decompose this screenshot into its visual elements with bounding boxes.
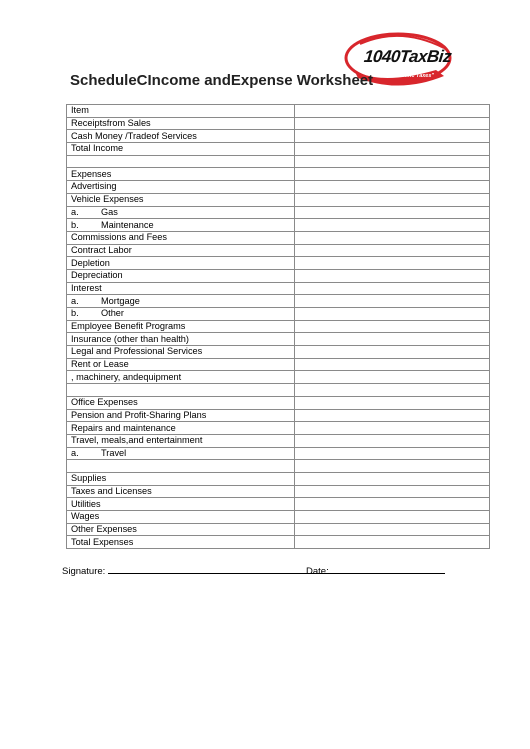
table-row (67, 460, 490, 473)
row-label-cell (67, 511, 295, 524)
row-label-cell (67, 219, 295, 232)
row-label: Travel, meals,and entertainment (71, 435, 203, 446)
table-row (67, 181, 490, 194)
row-amount-cell[interactable] (295, 244, 490, 257)
row-label-cell (67, 155, 295, 168)
row-prefix: b. (71, 219, 79, 230)
row-label: Employee Benefit Programs (71, 321, 186, 332)
table-row (67, 396, 490, 409)
table-row (67, 320, 490, 333)
table-row (67, 371, 490, 384)
row-label: Interest (71, 282, 102, 293)
table-row (67, 257, 490, 270)
table-row (67, 536, 490, 549)
row-label: Wages (71, 511, 100, 522)
row-label: Insurance (other than health) (71, 333, 189, 344)
row-label-cell (67, 193, 295, 206)
table-row (67, 231, 490, 244)
row-label-cell (67, 206, 295, 219)
row-amount-cell[interactable] (295, 396, 490, 409)
row-amount-cell[interactable] (295, 269, 490, 282)
row-label-cell (67, 244, 295, 257)
row-label-cell (67, 282, 295, 295)
row-amount-cell[interactable] (295, 282, 490, 295)
table-row (67, 193, 490, 206)
row-label: Other (101, 308, 124, 319)
row-amount-cell[interactable] (295, 219, 490, 232)
row-label-cell (67, 523, 295, 536)
row-amount-cell[interactable] (295, 371, 490, 384)
row-amount-cell[interactable] (295, 117, 490, 130)
row-prefix: a. (71, 447, 79, 458)
row-label: Depletion (71, 257, 110, 268)
row-label-cell (67, 130, 295, 143)
row-amount-cell[interactable] (295, 168, 490, 181)
row-label: Pension and Profit-Sharing Plans (71, 409, 207, 420)
table-row (67, 447, 490, 460)
table-row (67, 422, 490, 435)
row-label: Expenses (71, 168, 112, 179)
row-label: Repairs and maintenance (71, 422, 176, 433)
row-label-cell (67, 358, 295, 371)
row-amount-cell[interactable] (295, 536, 490, 549)
row-label-cell (67, 117, 295, 130)
table-row (67, 269, 490, 282)
table-row (67, 143, 490, 156)
row-label: Utilities (71, 498, 101, 509)
row-amount-cell[interactable] (295, 320, 490, 333)
table-row (67, 219, 490, 232)
table-row (67, 485, 490, 498)
row-label-cell (67, 371, 295, 384)
row-amount-cell[interactable] (295, 308, 490, 321)
table-row (67, 523, 490, 536)
row-label: Advertising (71, 181, 117, 192)
table-row (67, 282, 490, 295)
row-label: , machinery, andequipment (71, 371, 182, 382)
row-amount-cell[interactable] (295, 193, 490, 206)
table-row (67, 244, 490, 257)
date-line[interactable] (331, 564, 445, 574)
row-prefix: a. (71, 206, 79, 217)
table-row (67, 434, 490, 447)
row-label: Contract Labor (71, 244, 132, 255)
table-row (67, 358, 490, 371)
row-label-cell (67, 257, 295, 270)
row-amount-cell[interactable] (295, 257, 490, 270)
row-label: Taxes and Licenses (71, 485, 152, 496)
row-label: Mortgage (101, 295, 140, 306)
row-label: Travel (101, 447, 127, 458)
signature-line[interactable] (108, 564, 336, 574)
row-amount-cell[interactable] (295, 523, 490, 536)
row-label-cell (67, 269, 295, 282)
row-label-cell (67, 346, 295, 359)
row-label-cell (67, 447, 295, 460)
row-label-cell (67, 409, 295, 422)
row-label-cell (67, 308, 295, 321)
page-title: ScheduleCIncome andExpense Worksheet (70, 72, 374, 89)
table-row (67, 155, 490, 168)
row-label-cell (67, 485, 295, 498)
row-prefix: b. (71, 308, 79, 319)
worksheet-table (66, 104, 490, 549)
row-label: Vehicle Expenses (71, 194, 144, 205)
row-label: Rent or Lease (71, 359, 129, 370)
table-row (67, 384, 490, 397)
table-row (67, 346, 490, 359)
row-label: Maintenance (101, 219, 154, 230)
row-label-cell (67, 396, 295, 409)
row-label-cell (67, 434, 295, 447)
row-label: Total Expenses (71, 536, 134, 547)
row-label: Commissions and Fees (71, 232, 167, 243)
signature-label: Signature: (62, 566, 106, 577)
table-row (67, 206, 490, 219)
row-amount-cell[interactable] (295, 447, 490, 460)
row-amount-cell[interactable] (295, 409, 490, 422)
row-label-cell (67, 460, 295, 473)
row-label: Gas (101, 206, 118, 217)
row-label: Office Expenses (71, 397, 138, 408)
row-label-cell (67, 536, 295, 549)
row-amount-cell[interactable] (295, 231, 490, 244)
logo-brand-text: 1040TaxBiz (363, 47, 453, 66)
table-row (67, 105, 490, 118)
date-field[interactable] (306, 564, 445, 577)
row-label-cell (67, 105, 295, 118)
row-amount-cell[interactable] (295, 181, 490, 194)
table-row (67, 117, 490, 130)
row-amount-cell[interactable] (295, 384, 490, 397)
table-row (67, 295, 490, 308)
table-row (67, 333, 490, 346)
row-amount-cell[interactable] (295, 130, 490, 143)
row-label: Supplies (71, 473, 107, 484)
row-amount-cell[interactable] (295, 295, 490, 308)
row-amount-cell[interactable] (295, 422, 490, 435)
row-label-cell (67, 498, 295, 511)
row-label-cell (67, 181, 295, 194)
row-amount-cell[interactable] (295, 143, 490, 156)
row-amount-cell[interactable] (295, 498, 490, 511)
table-row (67, 130, 490, 143)
row-amount-cell[interactable] (295, 346, 490, 359)
logo-tagline: "On Time Taxes" (390, 73, 435, 79)
table-row (67, 168, 490, 181)
row-label: Receiptsfrom Sales (71, 118, 151, 129)
row-label: Other Expenses (71, 524, 137, 535)
row-amount-cell[interactable] (295, 472, 490, 485)
table-row (67, 409, 490, 422)
table-row (67, 511, 490, 524)
date-label: Date: (306, 566, 329, 577)
row-amount-cell[interactable] (295, 485, 490, 498)
row-label: Legal and Professional Services (71, 346, 203, 357)
table-row (67, 498, 490, 511)
table-row (67, 472, 490, 485)
row-amount-cell[interactable] (295, 460, 490, 473)
row-label-cell (67, 422, 295, 435)
row-amount-cell[interactable] (295, 434, 490, 447)
row-label-cell (67, 143, 295, 156)
row-label-cell (67, 472, 295, 485)
row-amount-cell[interactable] (295, 511, 490, 524)
row-label-cell (67, 231, 295, 244)
row-label: Cash Money /Tradeof Services (71, 130, 197, 141)
signature-field[interactable] (62, 564, 336, 577)
row-label-cell (67, 384, 295, 397)
row-amount-cell[interactable] (295, 333, 490, 346)
row-prefix: a. (71, 295, 79, 306)
table-row (67, 308, 490, 321)
row-amount-cell[interactable] (295, 358, 490, 371)
row-label: Total Income (71, 143, 124, 154)
row-label-cell (67, 333, 295, 346)
row-label: Item (71, 105, 89, 116)
row-amount-cell[interactable] (295, 206, 490, 219)
row-amount-cell[interactable] (295, 155, 490, 168)
row-label-cell (67, 168, 295, 181)
row-label-cell (67, 320, 295, 333)
row-label-cell (67, 295, 295, 308)
row-label: Depreciation (71, 270, 123, 281)
row-amount-cell[interactable] (295, 105, 490, 118)
